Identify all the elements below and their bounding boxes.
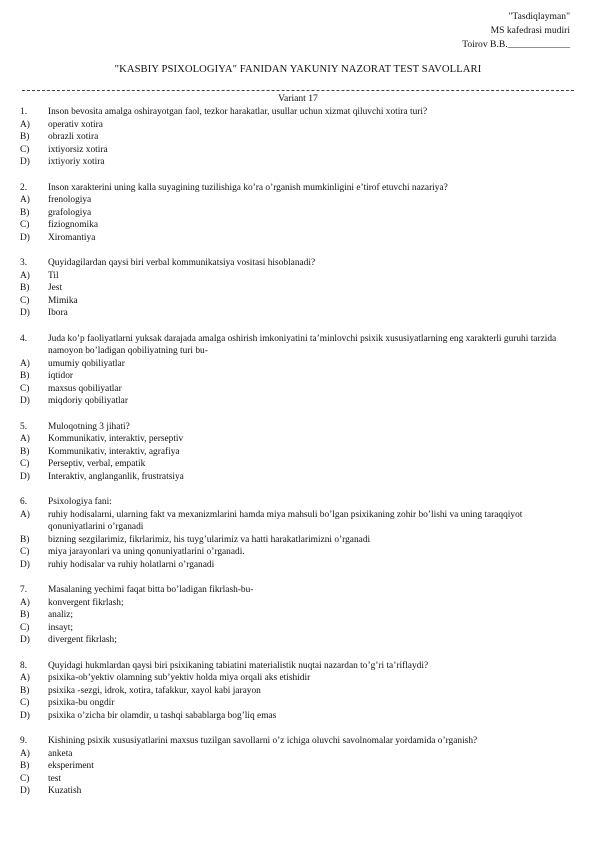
- option-label: B): [20, 371, 30, 381]
- option-label: A): [20, 434, 30, 444]
- option-text: miqdoriy qobiliyatlar: [48, 396, 128, 406]
- question-number: 5.: [20, 421, 28, 432]
- option-text: Kuzatish: [48, 786, 82, 796]
- option-text: Mimika: [48, 295, 78, 306]
- question-row: [20, 182, 576, 195]
- option-text: psixika-bu ongdir: [48, 698, 115, 708]
- divider: [22, 90, 574, 91]
- option-text: miya jarayonlari va uning qonuniyatlarini o’rganadi.: [48, 547, 245, 557]
- answer-option: [20, 207, 576, 220]
- option-label: C): [20, 383, 30, 394]
- answer-option: [20, 559, 576, 572]
- answer-option: [20, 634, 576, 647]
- answer-option: [20, 144, 576, 157]
- option-label: D): [20, 710, 30, 721]
- option-label: D): [20, 635, 30, 645]
- option-text: konvergent fikrlash;: [48, 597, 124, 608]
- option-label: C): [20, 698, 30, 708]
- option-text: Til: [48, 270, 59, 281]
- answer-option: [20, 295, 576, 308]
- option-text: iqtidor: [48, 371, 73, 381]
- option-text: ruhiy hodisalarni, ularning fakt va mexanizmlarini hamda miya mahsuli bo’lgan psixikaning zohir bo’lishi va uning taraqqiyot qonuniyatlarini o’rganadi: [48, 509, 523, 532]
- question-number: 6.: [20, 497, 28, 507]
- answer-option: [20, 609, 576, 622]
- option-label: C): [20, 144, 30, 155]
- answer-option: [20, 597, 576, 610]
- option-text: ruhiy hodisalar va ruhiy holatlarni o’rganadi: [48, 559, 215, 570]
- answer-option: [20, 458, 576, 471]
- answer-option: [20, 622, 576, 635]
- option-text: Interaktiv, anglanganlik, frustratsiya: [48, 471, 184, 482]
- option-label: C): [20, 459, 30, 469]
- question-row: [20, 106, 576, 119]
- option-text: divergent fikrlash;: [48, 635, 117, 645]
- option-text: Perseptiv, verbal, empatik: [48, 459, 146, 469]
- option-text: operativ xotira: [48, 119, 103, 130]
- option-text: Xiromantiya: [48, 232, 96, 243]
- question-list: [20, 106, 576, 811]
- option-label: C): [20, 547, 30, 557]
- answer-option: [20, 219, 576, 232]
- question-number: 3.: [20, 258, 28, 268]
- answer-option: [20, 131, 576, 144]
- answer-option: [20, 773, 576, 786]
- option-label: D): [20, 308, 30, 318]
- option-label: A): [20, 270, 30, 281]
- question-item: [20, 182, 576, 245]
- question-item: [20, 496, 576, 571]
- question-number: 9.: [20, 736, 28, 746]
- variant-label: Variant 17: [278, 93, 318, 104]
- answer-option: [20, 785, 576, 798]
- question-number: 7.: [20, 585, 28, 595]
- question-row: [20, 660, 576, 673]
- option-text: ixtiyorsiz xotira: [48, 144, 108, 155]
- option-label: D): [20, 559, 30, 570]
- answer-option: [20, 760, 576, 773]
- question-item: [20, 660, 576, 723]
- option-label: C): [20, 773, 30, 784]
- option-label: A): [20, 509, 30, 520]
- question-number: 4.: [20, 333, 28, 344]
- question-text: Inson xarakterini uning kalla suyagining tuzilishiga ko’ra o’rganish mumkinligini e’tirof etuvchi nazariya?: [48, 182, 448, 193]
- department-head-title: MS kafedrasi mudiri: [490, 25, 570, 36]
- option-label: D): [20, 232, 30, 243]
- question-number: 8.: [20, 660, 28, 671]
- question-text: Masalaning yechimi faqat bitta bo’ladigan fikrlash-bu-: [48, 585, 254, 595]
- answer-option: [20, 748, 576, 761]
- option-label: B): [20, 207, 30, 218]
- answer-option: [20, 710, 576, 723]
- option-text: Ibora: [48, 308, 68, 318]
- option-text: psixika-ob’yektiv olamning sub’yektiv holda miya orqali aks etishidir: [48, 673, 311, 683]
- option-text: grafologiya: [48, 207, 92, 218]
- option-text: test: [48, 773, 62, 784]
- answer-option: [20, 156, 576, 169]
- question-item: [20, 333, 576, 408]
- option-text: maxsus qobiliyatlar: [48, 383, 122, 394]
- option-label: B): [20, 761, 30, 771]
- question-text: Juda ko’p faoliyatlarni yuksak darajada amalga oshirish imkoniyatini ta’minlovchi psixik xususiyatlarning eng xarakterli guruhi tarzida namoyon bo’ladigan qobiliyatning turi bu-: [48, 333, 557, 356]
- option-text: bizning sezgilarimiz, fikrlarimiz, his tuyg’ularimiz va hatti harakatlarimizni o’rganadi: [48, 534, 371, 545]
- option-text: ixtiyoriy xotira: [48, 157, 105, 167]
- answer-option: [20, 383, 576, 396]
- approval-block: [462, 10, 570, 52]
- option-text: Kommunikativ, interaktiv, perseptiv: [48, 434, 184, 444]
- option-text: psixika o’zicha bir olamdir, u tashqi sabablarga bog’liq emas: [48, 710, 277, 721]
- question-item: [20, 584, 576, 647]
- answer-option: [20, 232, 576, 245]
- option-label: C): [20, 220, 30, 230]
- option-label: A): [20, 195, 30, 205]
- option-label: A): [20, 673, 30, 683]
- option-label: D): [20, 471, 30, 482]
- answer-option: [20, 395, 576, 408]
- department-head-name: Toirov B.B._____________: [462, 39, 570, 50]
- option-text: Jest: [48, 283, 63, 293]
- question-item: [20, 735, 576, 798]
- option-text: analiz;: [48, 610, 73, 620]
- answer-option: [20, 358, 576, 371]
- question-row: [20, 735, 576, 748]
- question-item: [20, 257, 576, 320]
- question-text: Quyidagilardan qaysi biri verbal kommunikatsiya vositasi hisoblanadi?: [48, 258, 316, 268]
- option-label: C): [20, 295, 30, 306]
- approval-label: "Tasdiqlayman": [508, 11, 570, 22]
- option-text: eksperiment: [48, 761, 94, 771]
- option-text: fiziognomika: [48, 220, 98, 230]
- answer-option: [20, 282, 576, 295]
- answer-option: [20, 270, 576, 283]
- option-text: umumiy qobiliyatlar: [48, 358, 125, 369]
- question-number: 2.: [20, 182, 28, 193]
- answer-option: [20, 194, 576, 207]
- question-row: [20, 421, 576, 434]
- question-item: [20, 421, 576, 484]
- question-text: Muloqotning 3 jihati?: [48, 421, 130, 432]
- answer-option: [20, 546, 576, 559]
- question-row: [20, 257, 576, 270]
- option-label: C): [20, 622, 30, 633]
- answer-option: [20, 509, 576, 534]
- option-label: A): [20, 119, 30, 130]
- answer-option: [20, 697, 576, 710]
- question-row: [20, 496, 576, 509]
- option-label: B): [20, 685, 30, 696]
- option-text: frenologiya: [48, 195, 92, 205]
- option-label: D): [20, 396, 30, 406]
- document-title: "KASBIY PSIXOLOGIYA" FANIDAN YAKUNIY NAZORAT TEST SAVOLLARI: [114, 64, 482, 75]
- answer-option: [20, 471, 576, 484]
- option-text: insayt;: [48, 622, 73, 633]
- option-label: B): [20, 283, 30, 293]
- option-text: psixika -sezgi, idrok, xotira, tafakkur, xayol kabi jarayon: [48, 685, 261, 696]
- option-text: Kommunikativ, interaktiv, agrafiya: [48, 446, 180, 457]
- question-item: [20, 106, 576, 169]
- option-label: A): [20, 597, 30, 608]
- answer-option: [20, 370, 576, 383]
- option-label: D): [20, 157, 30, 167]
- answer-option: [20, 672, 576, 685]
- question-text: Quyidagi hukmlardan qaysi biri psixikaning tabiatini materialistik nuqtai nazardan to’g’ri ta’riflaydi?: [48, 660, 429, 671]
- question-row: [20, 584, 576, 597]
- question-text: Kishining psixik xususiyatlarini maxsus tuzilgan savollarni o’z ichiga oluvchi savolnomalar yordamida o’rganish?: [48, 736, 478, 746]
- option-label: B): [20, 132, 30, 142]
- option-text: obrazli xotira: [48, 132, 99, 142]
- option-label: A): [20, 748, 30, 759]
- question-number: 1.: [20, 107, 28, 117]
- answer-option: [20, 119, 576, 132]
- answer-option: [20, 433, 576, 446]
- option-label: B): [20, 534, 30, 545]
- option-label: D): [20, 786, 30, 796]
- answer-option: [20, 685, 576, 698]
- answer-option: [20, 446, 576, 459]
- option-label: A): [20, 358, 30, 369]
- question-row: [20, 333, 576, 358]
- answer-option: [20, 534, 576, 547]
- question-text: Inson bevosita amalga oshirayotgan faol, tezkor harakatlar, usullar uchun xizmat qiluvchi xotira turi?: [48, 107, 428, 117]
- option-text: anketa: [48, 748, 73, 759]
- option-label: B): [20, 610, 30, 620]
- question-text: Psixologiya fani:: [48, 497, 112, 507]
- answer-option: [20, 307, 576, 320]
- option-label: B): [20, 446, 30, 457]
